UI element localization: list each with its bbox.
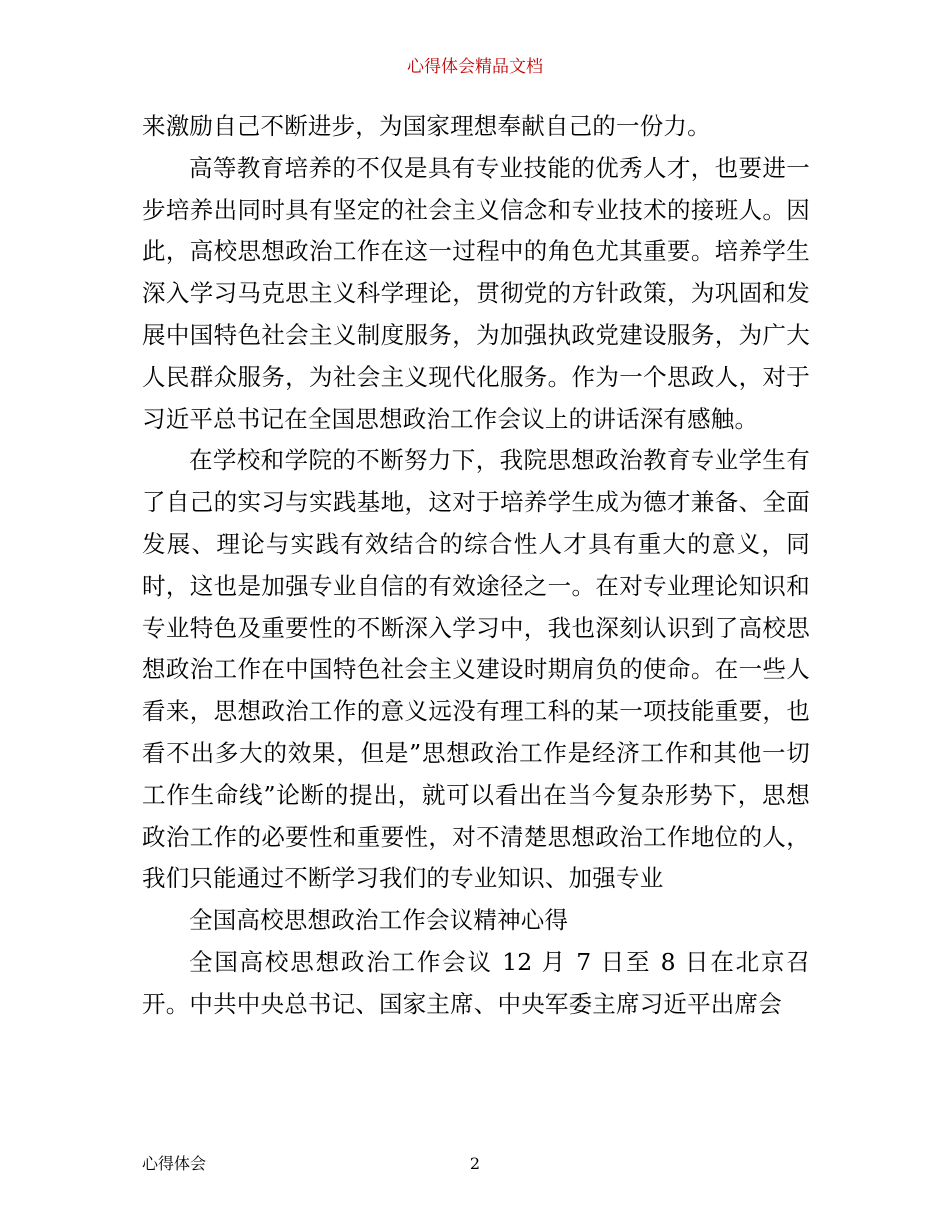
paragraph: 在学校和学院的不断努力下，我院思想政治教育专业学生有了自己的实习与实践基地，这对于培养学生成为德才兼备、全面发展、理论与实践有效结合的综合性人才具有重大的意义，同时，这也是加强专业自信的有效途径之一。在对专业理论知识和专业特色及重要性的不断深入学习中，我也深刻认识到了高校思想政治工作在中国特色社会主义建设时期肩负的使命。在一些人看来，思想政治工作的意义远没有理工科的某一项技能重要，也看不出多大的效果，但是”思想政治工作是经济工作和其他一切工作生命线”论断的提出，就可以看出在当今复杂形势下，思想政治工作的必要性和重要性，对不清楚思想政治工作地位的人，我们只能通过不断学习我们的专业知识、加强专业 <box>142 446 810 893</box>
page-number: 2 <box>469 1154 481 1173</box>
document-body <box>142 106 810 1026</box>
paragraph-continuation: 来激励自己不断进步，为国家理想奉献自己的一份力。 <box>142 112 711 140</box>
section-heading: 全国高校思想政治工作会议精神心得 <box>189 906 569 935</box>
page-header-title: 心得体会精品文档 <box>407 57 543 77</box>
paragraph: 全国高校思想政治工作会议 12 月 7 日至 8 日在北京召开。中共中央总书记、国家主席、中央军委主席习近平出席会 <box>142 947 810 1018</box>
paragraph: 高等教育培养的不仅是具有专业技能的优秀人才，也要进一步培养出同时具有坚定的社会主义信念和专业技术的接班人。因此，高校思想政治工作在这一过程中的角色尤其重要。培养学生深入学习马克思主义科学理论，贯彻党的方针政策，为巩固和发展中国特色社会主义制度服务，为加强执政党建设服务，为广大人民群众服务，为社会主义现代化服务。作为一个思政人，对于习近平总书记在全国思想政治工作会议上的讲话深有感触。 <box>142 153 810 433</box>
footer-label: 心得体会 <box>142 1154 207 1173</box>
